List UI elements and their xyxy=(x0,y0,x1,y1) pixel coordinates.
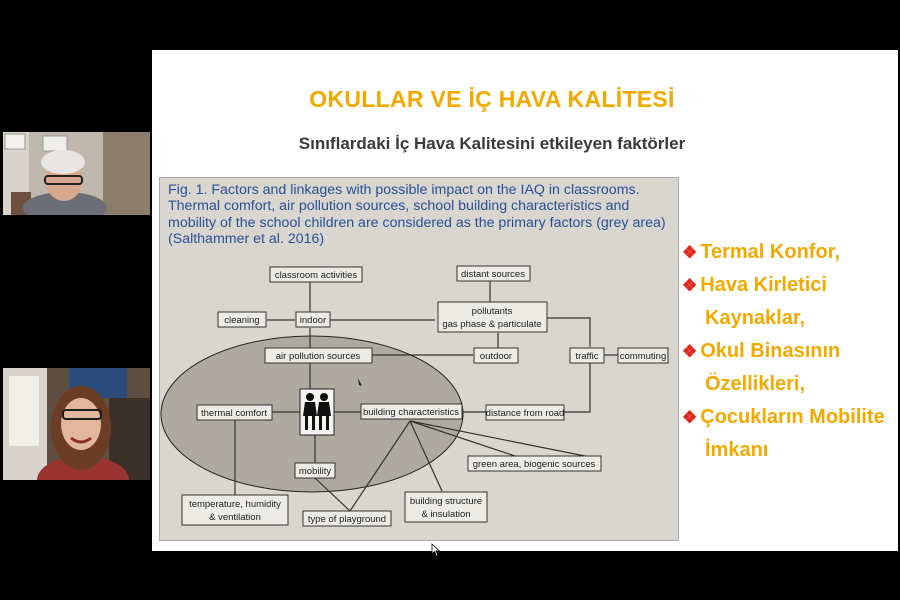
node-building-structure-sub: & insulation xyxy=(421,509,471,520)
bullet-item: ❖ Termal Konfor, xyxy=(682,241,840,263)
diagram-figure xyxy=(159,177,679,541)
node-cleaning: cleaning xyxy=(224,315,260,326)
diamond-bullet-icon: ❖ xyxy=(682,276,698,295)
node-thermal-comfort: thermal comfort xyxy=(201,408,267,419)
node-distance-from-road: distance from road xyxy=(485,408,565,419)
bullet-item: ❖ Çocukların Mobilite İmkanı xyxy=(682,406,885,461)
children-pictogram-icon xyxy=(300,389,334,435)
diamond-bullet-icon: ❖ xyxy=(682,408,698,427)
node-green-area: green area, biogenic sources xyxy=(472,459,596,470)
node-distant-sources: distant sources xyxy=(461,269,525,280)
node-type-of-playground: type of playground xyxy=(307,514,387,525)
bullet-item: ❖ Hava Kirletici Kaynaklar, xyxy=(682,274,827,329)
mouse-cursor-icon xyxy=(431,543,441,557)
bullet-item: ❖ Okul Binasının Özellikleri, xyxy=(682,340,841,395)
diamond-bullet-icon: ❖ xyxy=(682,243,698,262)
node-temperature: temperature, humidity xyxy=(189,499,281,510)
bullet-list xyxy=(682,236,898,467)
node-air-pollution-sources: air pollution sources xyxy=(275,351,361,362)
node-building-structure: building structure xyxy=(409,496,483,507)
node-temperature-sub: & ventilation xyxy=(209,512,261,523)
node-classroom-activities: classroom activities xyxy=(274,270,358,281)
node-outdoor: outdoor xyxy=(479,351,513,362)
node-pollutants: pollutants xyxy=(471,306,513,317)
participant-video-tile-2[interactable] xyxy=(3,368,150,480)
participant-video-man-icon xyxy=(3,132,150,215)
shared-slide xyxy=(152,50,898,551)
diamond-bullet-icon: ❖ xyxy=(682,342,698,361)
figure-caption: Fig. 1. Factors and linkages with possible impact on the IAQ in classrooms. Thermal comfort, air pollution sources, school building characteristics and mobility of the school children are considered as the primary factors (grey area) (Salthammer et al. 2016) xyxy=(168,182,666,248)
diagram-svg xyxy=(160,178,678,540)
node-indoor: indoor xyxy=(299,315,327,326)
node-mobility: mobility xyxy=(298,466,332,477)
node-commuting: commuting xyxy=(619,351,667,362)
participant-video-tile-1[interactable] xyxy=(3,132,150,215)
slide-subtitle: Sınıflardaki İç Hava Kalitesini etkileyen faktörler xyxy=(298,134,686,153)
participant-video-woman-icon xyxy=(3,368,150,480)
node-building-characteristics: building characteristics xyxy=(362,407,460,418)
slide-title: OKULLAR VE İÇ HAVA KALİTESİ xyxy=(309,86,675,112)
node-traffic: traffic xyxy=(575,351,599,362)
node-pollutants-sub: gas phase & particulate xyxy=(442,319,542,330)
